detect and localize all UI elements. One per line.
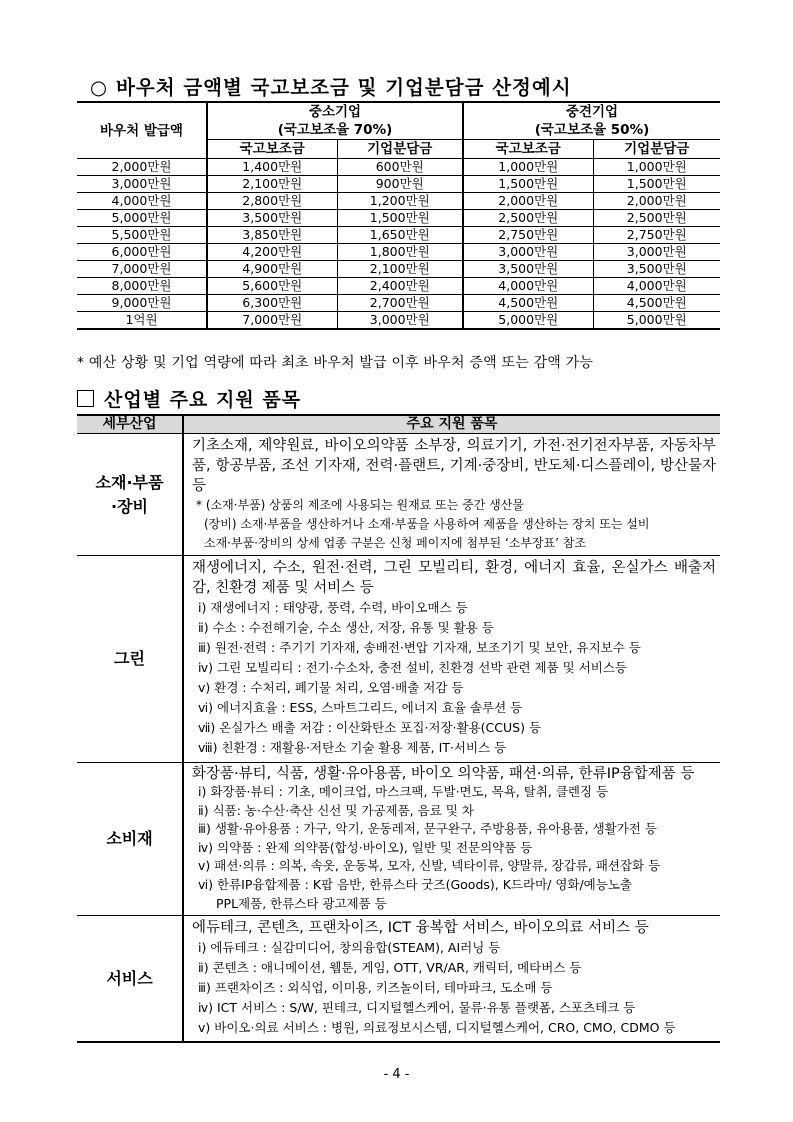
voucher-row <box>77 210 720 227</box>
row-consumer <box>77 763 720 916</box>
items-service-main: 에듀테크, 콘텐츠, 프랜차이즈, ICT 융복합 서비스, 바이오의료 서비스 등 <box>192 920 649 937</box>
voucher-cell: 3,000만원 <box>463 244 593 261</box>
header-voucher-amount: 바우처 발급액 <box>77 102 207 159</box>
voucher-cell: 1,000만원 <box>593 159 720 176</box>
voucher-cell: 3,500만원 <box>207 210 337 227</box>
voucher-cell: 3,500만원 <box>463 261 593 278</box>
voucher-cell: 4,200만원 <box>207 244 337 261</box>
voucher-cell: 4,000만원 <box>77 193 207 210</box>
voucher-cell: 2,800만원 <box>207 193 337 210</box>
header-sme <box>207 102 463 140</box>
voucher-cell: 1,500만원 <box>463 176 593 193</box>
voucher-cell: 1,500만원 <box>593 176 720 193</box>
items-service-sub: ⅲ) 프랜차이즈 : 외식업, 이미용, 키즈놀이터, 테마파크, 도소매 등 <box>198 980 553 996</box>
voucher-cell: 7,000만원 <box>207 312 337 330</box>
circle-bullet: ○ <box>90 76 109 99</box>
voucher-cell: 2,700만원 <box>337 295 463 312</box>
header-mid-company: 기업분담금 <box>593 140 720 159</box>
items-consumer-sub: ⅳ) 의약품 : 완제 의약품(합성·바이오), 일반 및 전문의약품 등 <box>198 839 533 855</box>
items-green-sub: ⅴ) 환경 : 수처리, 폐기물 처리, 오염·배출 저감 등 <box>198 680 464 695</box>
voucher-cell: 4,000만원 <box>593 278 720 295</box>
items-service-sub: ⅰ) 에듀테크 : 실감미디어, 창의융합(STEAM), AI러닝 등 <box>198 940 501 956</box>
budget-note: * 예산 상황 및 기업 역량에 따라 최초 바우처 발급 이후 바우처 증액 또는 감액 가능 <box>77 355 594 371</box>
items-materials <box>183 434 720 556</box>
voucher-cell: 1,200만원 <box>337 193 463 210</box>
items-consumer-sub: ⅴ) 패션·의류 : 의복, 속옷, 운동복, 모자, 신발, 넥타이류, 양말류, 장갑류, 패션잡화 등 <box>198 858 661 874</box>
voucher-cell: 6,300만원 <box>207 295 337 312</box>
voucher-cell: 4,500만원 <box>463 295 593 312</box>
header-mid-subsidy: 국고보조금 <box>463 140 593 159</box>
items-green-main: 재생에너지, 수소, 원전·전력, 그린 모빌리티, 환경, 에너지 효율, 온실가스 배출저감, 친환경 제품 및 서비스 등 <box>192 560 716 596</box>
voucher-cell: 2,400만원 <box>337 278 463 295</box>
header-sme-subsidy: 국고보조금 <box>207 140 337 159</box>
items-consumer-sub: ⅱ) 식품: 농·수산·축산 신선 및 가공제품, 음료 및 차 <box>198 802 474 818</box>
items-green-sub: ⅲ) 원전·전력 : 주기기 기자재, 송배전·변압 기자재, 보조기기 및 보안, 유지보수 등 <box>198 640 641 655</box>
voucher-cell: 2,500만원 <box>463 210 593 227</box>
items-green-sub: ⅵ) 에너지효율 : ESS, 스마트그리드, 에너지 효율 솔루션 등 <box>198 700 523 715</box>
voucher-cell: 600만원 <box>337 159 463 176</box>
voucher-cell: 1,000만원 <box>463 159 593 176</box>
items-service-sub: ⅳ) ICT 서비스 : S/W, 핀테크, 디지털헬스케어, 물류·유통 플랫폼, 스포츠테크 등 <box>198 1000 636 1016</box>
voucher-cell: 4,500만원 <box>593 295 720 312</box>
header-sme-company: 기업분담금 <box>337 140 463 159</box>
voucher-cell: 5,000만원 <box>463 312 593 330</box>
category-materials: 소재·부품 ·장비 <box>77 434 183 556</box>
header-midsize-rate: (국고보조율 50%) <box>534 122 650 138</box>
voucher-cell: 5,000만원 <box>77 210 207 227</box>
items-green-sub: ⅰ) 재생에너지 : 태양광, 풍력, 수력, 바이오매스 등 <box>198 600 468 615</box>
items-consumer-sub: ⅲ) 생활·유아용품 : 가구, 악기, 운동레저, 문구완구, 주방용품, 유아용품, 생활가전 등 <box>198 821 657 837</box>
row-materials <box>77 434 720 556</box>
voucher-row <box>77 295 720 312</box>
voucher-cell: 3,500만원 <box>593 261 720 278</box>
items-consumer-sub-continued: PPL제품, 한류스타 광고제품 등 <box>216 895 387 911</box>
items-green-sub: ⅳ) 그린 모빌리티 : 전기·수소차, 충전 설비, 친환경 선박 관련 제품 및 서비스등 <box>198 660 628 675</box>
items-materials-footnote-1: * (소재·부품) 상품의 제조에 사용되는 원재료 또는 중간 생산물 <box>196 498 524 512</box>
voucher-cell: 1,650만원 <box>337 227 463 244</box>
items-consumer <box>183 763 720 916</box>
items-table <box>77 414 720 1043</box>
items-materials-main: 기초소재, 제약원료, 바이오의약품 소부장, 의료기기, 가전·전기전자부품, 자동차부품, 항공부품, 조선 기자재, 전력·플랜트, 기계·중장비, 반도체·디스플레이, 방산물자 등 <box>192 438 716 494</box>
voucher-cell: 3,850만원 <box>207 227 337 244</box>
voucher-cell: 4,900만원 <box>207 261 337 278</box>
items-green <box>183 556 720 763</box>
header-items: 주요 지원 품목 <box>183 415 720 434</box>
items-green-sub: ⅶ) 온실가스 배출 저감 : 이산화탄소 포집·저장·활용(CCUS) 등 <box>198 720 542 735</box>
header-sme-rate: (국고보조율 70%) <box>277 122 393 138</box>
section-title-items <box>77 385 301 412</box>
items-service <box>183 916 720 1043</box>
header-sme-label: 중소기업 <box>308 104 362 120</box>
voucher-row <box>77 227 720 244</box>
section-title-voucher <box>90 72 572 100</box>
category-green: 그린 <box>77 556 183 763</box>
voucher-cell: 1,400만원 <box>207 159 337 176</box>
items-materials-footnote-2: (장비) 소재·부품을 생산하거나 소재·부품을 사용하여 제품을 생산하는 장치 또는 설비 <box>204 517 650 531</box>
row-service <box>77 916 720 1043</box>
voucher-row <box>77 244 720 261</box>
items-consumer-sub: ⅵ) 한류IP융합제품 : K팝 음반, 한류스타 굿즈(Goods), K드라마/ 영화/예능노출 <box>198 876 632 892</box>
section-title-items-text: 산업별 주요 지원 품목 <box>104 389 302 411</box>
row-green <box>77 556 720 763</box>
voucher-row <box>77 278 720 295</box>
voucher-cell: 2,000만원 <box>593 193 720 210</box>
voucher-cell: 2,100만원 <box>207 176 337 193</box>
items-service-sub: ⅴ) 바이오·의료 서비스 : 병원, 의료정보시스템, 디지털헬스케어, CRO, CMO, CDMO 등 <box>198 1020 676 1036</box>
voucher-row <box>77 176 720 193</box>
voucher-cell: 2,500만원 <box>593 210 720 227</box>
checkbox-square-icon <box>77 390 94 407</box>
voucher-cell: 4,000만원 <box>463 278 593 295</box>
voucher-table-body <box>77 159 720 330</box>
items-consumer-sub: ⅰ) 화장품·뷰티 : 기초, 메이크업, 마스크팩, 두발·면도, 목욕, 탈취, 클렌징 등 <box>198 784 609 799</box>
voucher-cell: 1,800만원 <box>337 244 463 261</box>
voucher-cell: 8,000만원 <box>77 278 207 295</box>
voucher-row <box>77 261 720 278</box>
items-service-sub: ⅱ) 콘텐츠 : 애니메이션, 웹툰, 게임, OTT, VR/AR, 캐릭터, 메타버스 등 <box>198 960 582 976</box>
voucher-cell: 2,100만원 <box>337 261 463 278</box>
voucher-cell: 7,000만원 <box>77 261 207 278</box>
voucher-cell: 3,000만원 <box>77 176 207 193</box>
items-consumer-main: 화장품·뷰티, 식품, 생활·유아용품, 바이오 의약품, 패션·의류, 한류IP융합제품 등 <box>192 766 695 782</box>
category-service: 서비스 <box>77 916 183 1043</box>
page-number: - 4 - <box>383 1067 410 1082</box>
voucher-cell: 2,750만원 <box>463 227 593 244</box>
voucher-row <box>77 159 720 176</box>
voucher-table <box>77 101 720 330</box>
items-materials-footnote-3: 소재·부품·장비의 상세 업종 구분은 신청 페이지에 첨부된 ‘소부장표’ 참조 <box>204 536 586 550</box>
header-industry: 세부산업 <box>77 415 183 434</box>
header-midsize <box>463 102 720 140</box>
section-title-text: 바우처 금액별 국고보조금 및 기업분담금 산정예시 <box>116 76 572 99</box>
voucher-cell: 6,000만원 <box>77 244 207 261</box>
voucher-cell: 1억원 <box>77 312 207 330</box>
category-consumer: 소비재 <box>77 763 183 916</box>
voucher-cell: 3,000만원 <box>593 244 720 261</box>
voucher-cell: 9,000만원 <box>77 295 207 312</box>
header-midsize-label: 중견기업 <box>565 104 619 120</box>
voucher-cell: 1,500만원 <box>337 210 463 227</box>
voucher-row <box>77 193 720 210</box>
voucher-cell: 5,000만원 <box>593 312 720 330</box>
items-green-sub: ⅱ) 수소 : 수전해기술, 수소 생산, 저장, 유통 및 활용 등 <box>198 620 494 635</box>
items-green-sub: ⅷ) 친환경 : 재활용·저탄소 기술 활용 제품, IT·서비스 등 <box>198 740 507 755</box>
voucher-row <box>77 312 720 330</box>
voucher-cell: 900만원 <box>337 176 463 193</box>
voucher-cell: 2,000만원 <box>77 159 207 176</box>
voucher-cell: 2,750만원 <box>593 227 720 244</box>
voucher-cell: 3,000만원 <box>337 312 463 330</box>
voucher-cell: 2,000만원 <box>463 193 593 210</box>
voucher-cell: 5,600만원 <box>207 278 337 295</box>
voucher-cell: 5,500만원 <box>77 227 207 244</box>
